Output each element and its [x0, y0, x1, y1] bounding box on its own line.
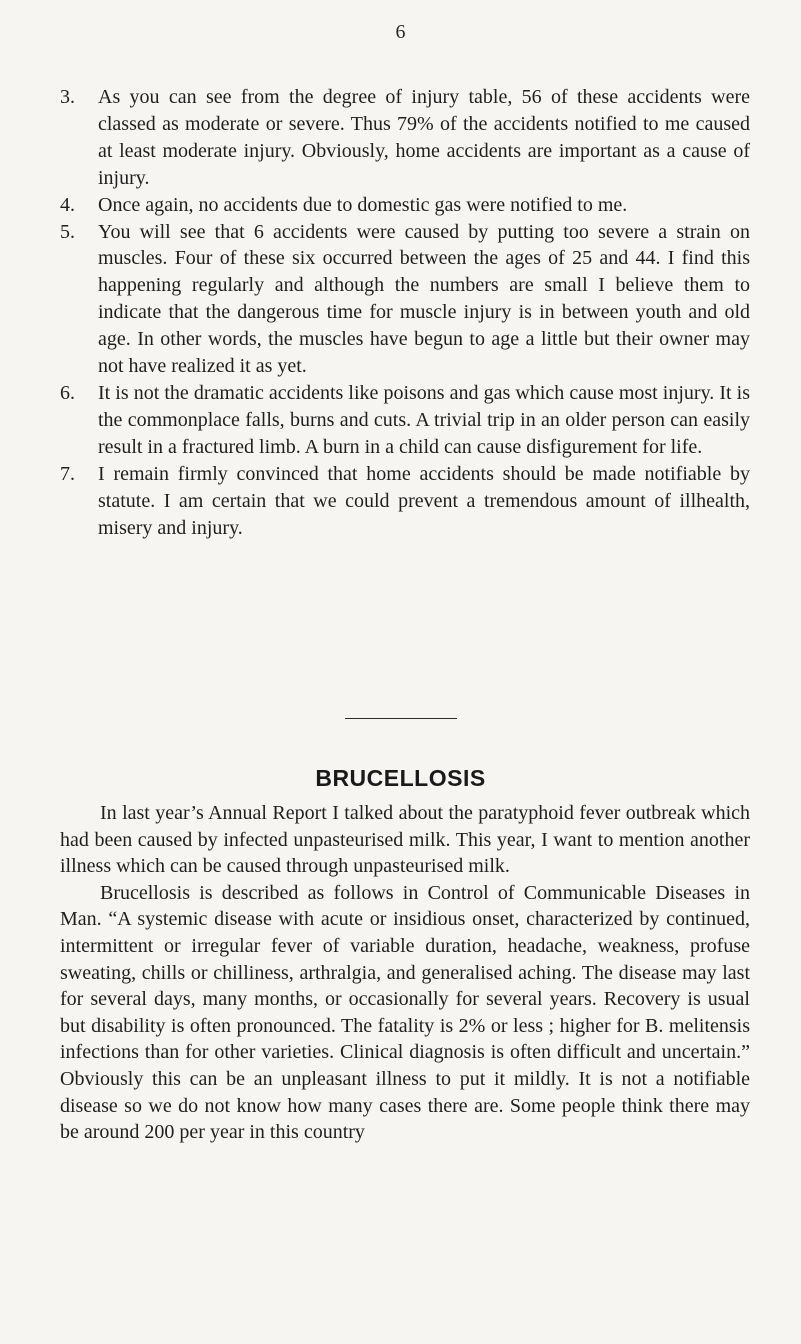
list-item: [60, 84, 750, 192]
list-item-text: You will see that 6 accidents were caused by putting too severe a strain on muscles. Four of these six occurred between the ages of 25 and 44. I find this happening regularly and although the numbers are small I believe them to indicate that the dangerous time for muscle injury is in between youth and old age. In other words, the muscles have begun to age a little but their owner may not have realized it as yet.: [98, 220, 750, 378]
section-heading: BRUCELLOSIS: [315, 765, 486, 791]
list-item: [60, 219, 750, 380]
list-item-number: 3.: [60, 86, 75, 108]
section-divider: [345, 718, 457, 719]
page-number: 6: [395, 21, 406, 43]
section-body: [60, 800, 750, 1146]
list-item-number: 7.: [60, 462, 75, 485]
list-item-text: Once again, no accidents due to domestic gas were notified to me.: [98, 193, 628, 216]
list-item-number: 6.: [60, 381, 75, 404]
list-item: [60, 380, 750, 461]
list-item: [60, 192, 750, 219]
list-item-text: As you can see from the degree of injury table, 56 of these accidents were classed as moderate or severe. Thus 79% of the accidents notified to me caused at least moderate injury. Obviously, home accidents are important as a cause of injury.: [98, 86, 750, 189]
list-item: [60, 461, 750, 542]
list-item-number: 5.: [60, 220, 75, 243]
list-item-text: I remain firmly convinced that home accidents should be made notifiable by statute. I am certain that we could prevent a tremendous amount of illhealth, misery and injury.: [98, 462, 750, 539]
list-item-number: 4.: [60, 193, 75, 216]
numbered-list: [60, 84, 750, 541]
list-item-text: It is not the dramatic accidents like poisons and gas which cause most injury. It is the commonplace falls, burns and cuts. A trivial trip in an older person can easily result in a fractured limb. A burn in a child can cause disfigurement for life.: [98, 381, 750, 458]
paragraph: Brucellosis is described as follows in Control of Communicable Diseases in Man. “A systemic disease with acute or insidious onset, characterized by continued, intermittent or irregular fever of variable duration, headache, weakness, profuse sweating, chills or chilliness, arthralgia, and generalised aching. The disease may last for several days, many months, or occasionally for several years. Recovery is usual but disability is often pronounced. The fatality is 2% or less ; higher for B. melitensis infections than for other varieties. Clinical diagnosis is often difficult and uncertain.” Obviously this can be an unpleasant illness to put it mildly. It is not a notifiable disease so we do not know how many cases there are. Some people think there may be around 200 per year in this country: [60, 881, 750, 1144]
paragraph: In last year’s Annual Report I talked about the paratyphoid fever outbreak which had been caused by infected unpasteurised milk. This year, I want to mention another illness which can be caused through unpasteurised milk.: [60, 802, 750, 878]
